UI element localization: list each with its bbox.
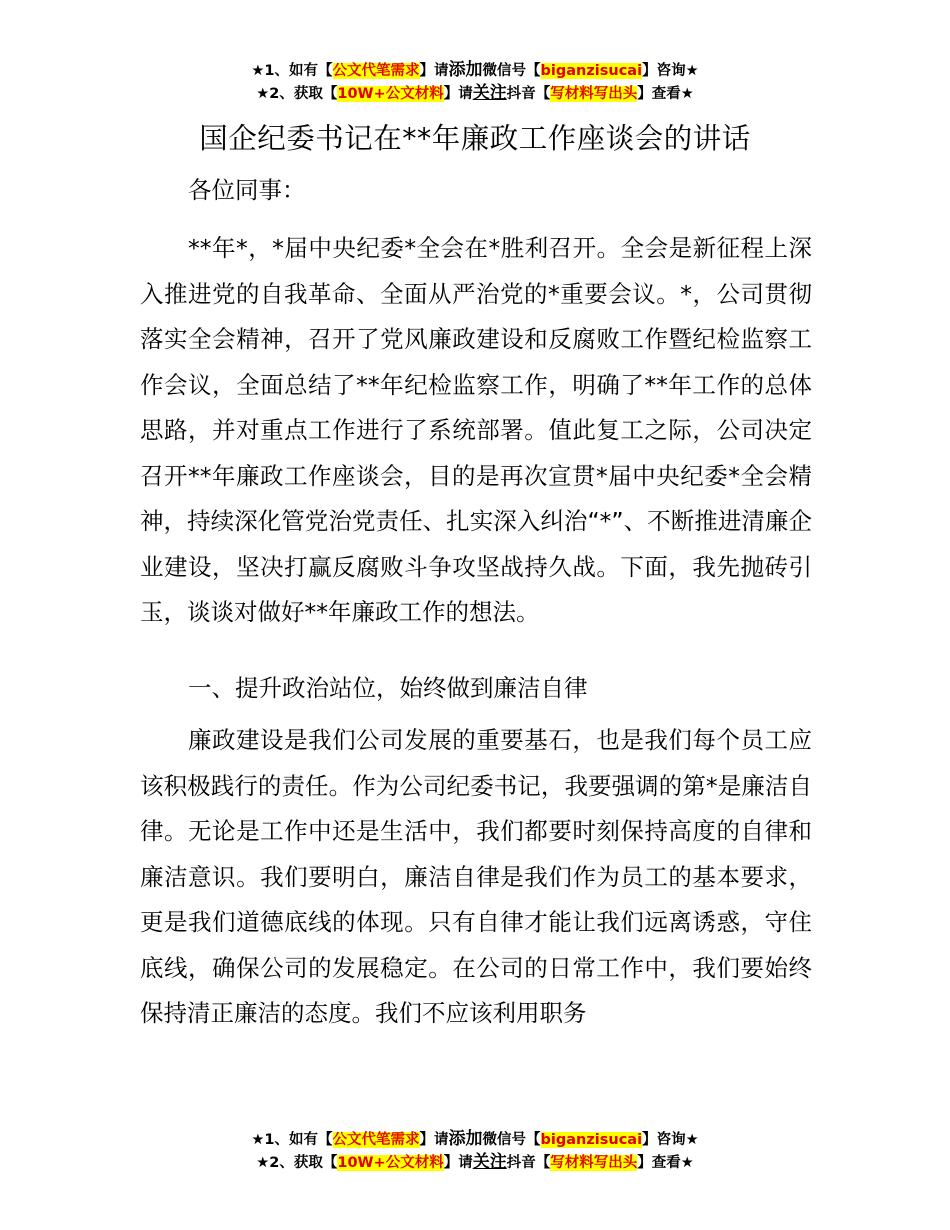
banner-highlight: 公文代笔需求 [332,1132,420,1148]
bottom-banner [0,1128,950,1174]
banner-douyin-id: 写材料写出头 [550,1155,638,1171]
banner-text: ★1、如有【 [251,1132,333,1148]
banner-emphasis: 关注 [472,83,507,103]
section-heading-block [140,666,812,712]
banner-text: 】请 [443,86,473,102]
banner-text: ★2、获取【 [256,1155,338,1171]
banner-wechat-id: biganzisucai [540,1132,643,1148]
banner-emphasis: 关注 [472,1152,507,1172]
banner-text: 】请 [419,63,449,79]
banner-text: 微信号【 [482,63,541,79]
banner-text: 抖音【 [506,86,551,102]
salutation-block [140,168,812,214]
paragraph-section-1: 廉政建设是我们公司发展的重要基石，也是我们每个员工应该积极践行的责任。作为公司纪委书记，我要强调的第*是廉洁自律。无论是工作中还是生活中，我们都要时刻保持高度的自律和廉洁意识。我们要明白，廉洁自律是我们作为员工的基本要求，更是我们道德底线的体现。只有自律才能让我们远离诱惑，守住底线，确保公司的发展稳定。在公司的日常工作中，我们要始终保持清正廉洁的态度。我们不应该利用职务 [140,726,812,1027]
banner-emphasis: 添加 [448,60,483,80]
document-title: 国企纪委书记在**年廉政工作座谈会的讲话 [199,122,751,155]
banner-text: 】请 [419,1132,449,1148]
banner-douyin-id: 写材料写出头 [550,86,638,102]
banner-line-1 [0,59,950,82]
banner-line-1 [0,1128,950,1151]
banner-line-2 [0,82,950,105]
banner-text: 】咨询★ [642,1132,699,1148]
paragraph-intro: **年*，*届中央纪委*全会在*胜利召开。全会是新征程上深入推进党的自我革命、全面从严治党的*重要会议。*，公司贯彻落实全会精神，召开了党风廉政建设和反腐败工作暨纪检监察工作会议，全面总结了**年纪检监察工作，明确了**年工作的总体思路，并对重点工作进行了系统部署。值此复工之际，公司决定召开**年廉政工作座谈会，目的是再次宣贯*届中央纪委*全会精神，持续深化管党治党责任、扎实深入纠治“*”、不断推进清廉企业建设，坚决打赢反腐败斗争攻坚战持久战。下面，我先抛砖引玉，谈谈对做好**年廉政工作的想法。 [140,234,812,626]
banner-text: ★2、获取【 [256,86,338,102]
banner-wechat-id: biganzisucai [540,63,643,79]
banner-highlight: 10W+公文材料 [337,86,444,102]
banner-text: 】咨询★ [642,63,699,79]
salutation: 各位同事： [188,176,306,204]
banner-highlight: 10W+公文材料 [337,1155,444,1171]
banner-text: 抖音【 [506,1155,551,1171]
banner-text: 】查看★ [637,86,694,102]
banner-highlight: 公文代笔需求 [332,63,420,79]
section-heading-1: 一、提升政治站位，始终做到廉洁自律 [188,674,588,702]
paragraph-block-2 [140,718,812,1037]
paragraph-block-1 [140,226,812,636]
banner-text: 微信号【 [482,1132,541,1148]
banner-text: ★1、如有【 [251,63,333,79]
banner-line-2 [0,1151,950,1174]
banner-emphasis: 添加 [448,1129,483,1149]
banner-text: 】查看★ [637,1155,694,1171]
banner-text: 】请 [443,1155,473,1171]
top-banner [0,59,950,105]
